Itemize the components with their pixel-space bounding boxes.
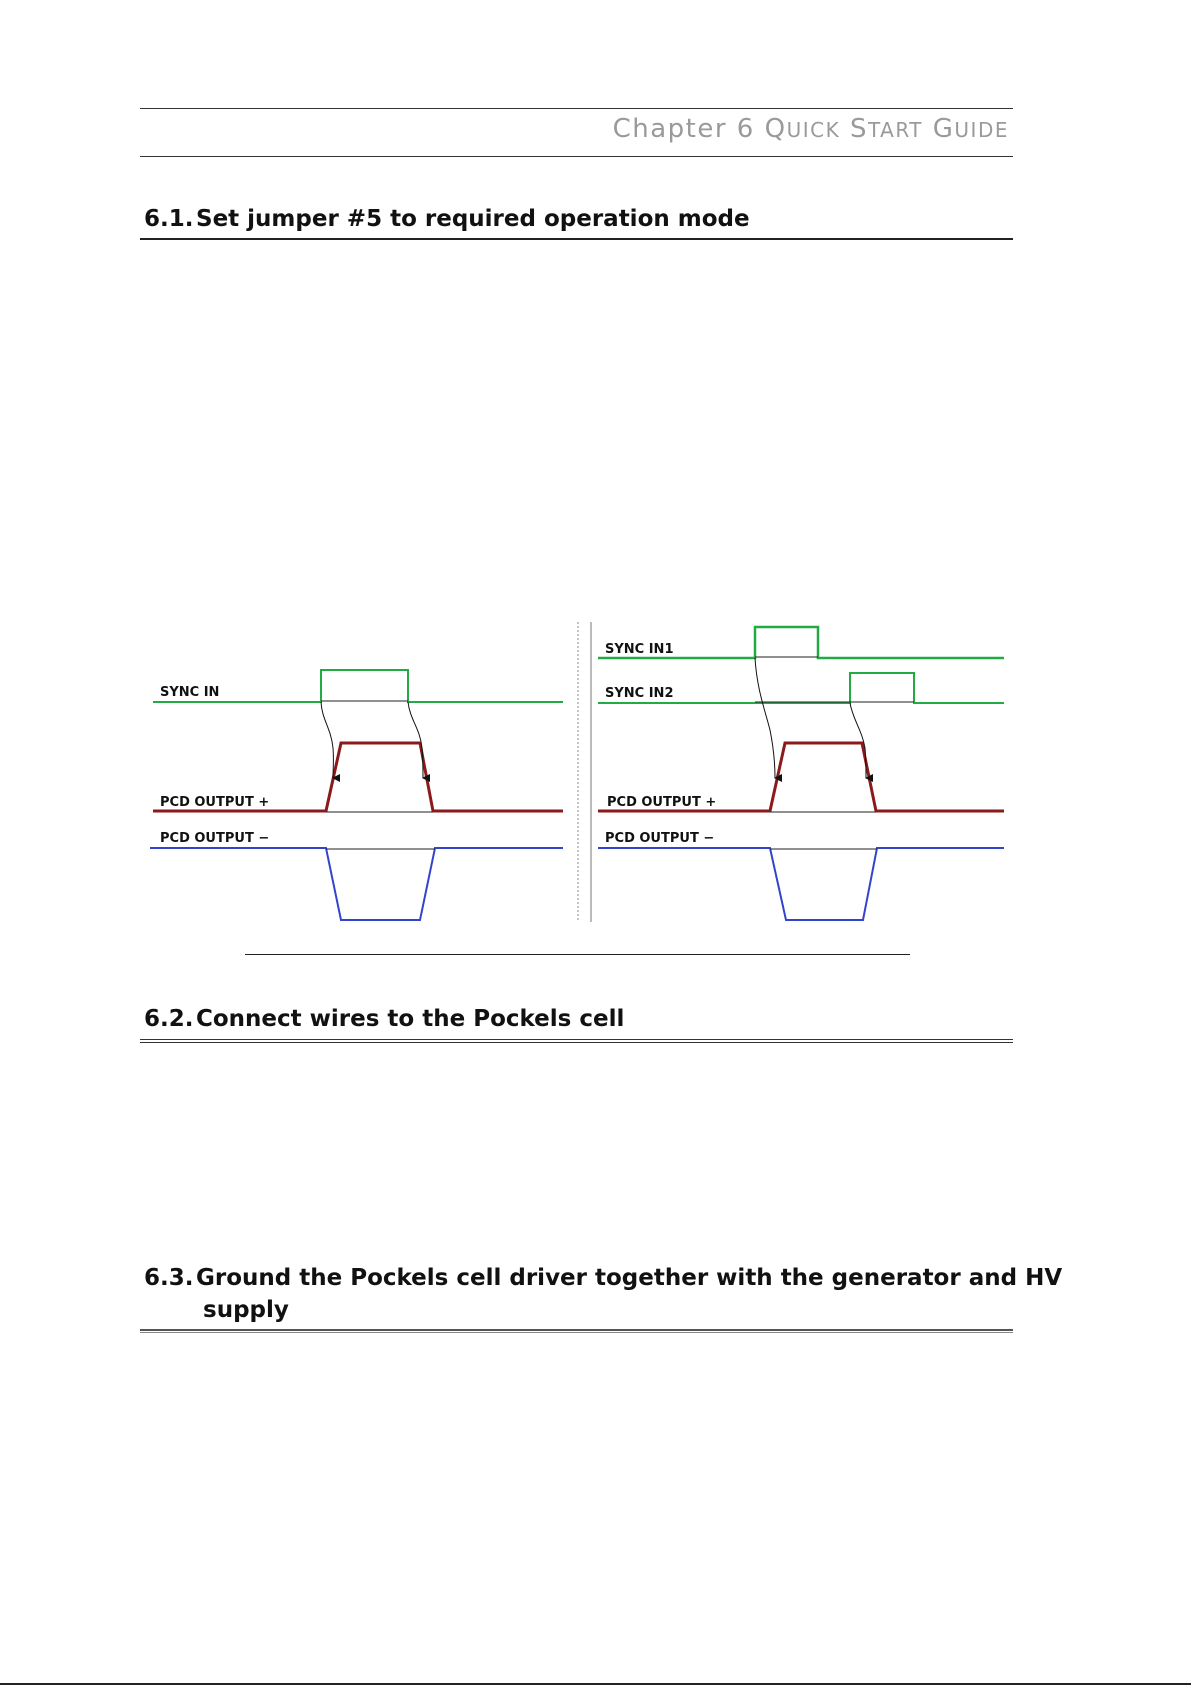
- section-number: 6.1.: [144, 206, 194, 232]
- right-panel: [598, 627, 1004, 920]
- label-pcd-output-minus-right: PCD OUTPUT −: [605, 831, 715, 846]
- running-header: Chapter 6 QUICK START GUIDE: [612, 114, 1009, 144]
- chapter-number: 6: [736, 114, 755, 144]
- chapter-word: Chapter: [612, 114, 728, 144]
- section-rule-6-3: [140, 1329, 1013, 1333]
- section-heading-6-3: [144, 1262, 1062, 1326]
- label-sync-in: SYNC IN: [160, 685, 220, 700]
- section-number: 6.3.: [144, 1265, 194, 1291]
- label-sync-in2: SYNC IN2: [605, 686, 674, 701]
- section-heading-6-2: [144, 1003, 624, 1035]
- label-sync-in1: SYNC IN1: [605, 642, 674, 657]
- section-number: 6.2.: [144, 1006, 194, 1032]
- section-title: Connect wires to the Pockels cell: [196, 1006, 625, 1032]
- section-title: Set jumper #5 to required operation mode: [196, 206, 750, 232]
- section-title-line1: Ground the Pockels cell driver together with the generator and HV: [196, 1265, 1063, 1291]
- section-rule-6-2: [140, 1039, 1013, 1043]
- pcd-minus-waveform-left: [150, 848, 563, 920]
- arrow-fall-left: [408, 702, 423, 778]
- section-title-line2: supply: [203, 1297, 289, 1323]
- label-pcd-output-plus-left: PCD OUTPUT +: [160, 795, 270, 810]
- arrow-rise-left: [321, 702, 333, 778]
- arrow-rise-right: [755, 658, 775, 778]
- label-pcd-output-minus-left: PCD OUTPUT −: [160, 831, 270, 846]
- label-pcd-output-plus-right: PCD OUTPUT +: [607, 795, 717, 810]
- figure-rule: [245, 954, 910, 955]
- left-panel: [150, 670, 563, 920]
- arrow-fall-right: [850, 703, 866, 778]
- pcd-minus-waveform-right: [598, 848, 1004, 920]
